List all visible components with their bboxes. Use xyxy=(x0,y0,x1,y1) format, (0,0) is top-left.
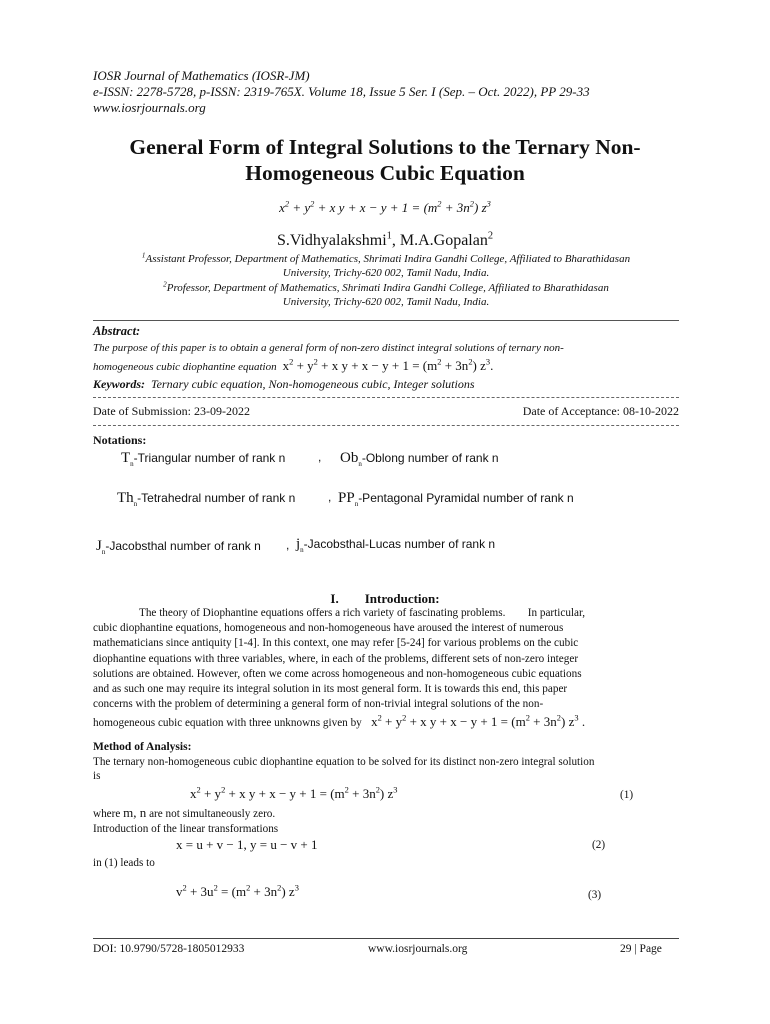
method-intro xyxy=(93,755,679,783)
intro-line-1: The theory of Diophantine equations offers a rich variety of fascinating problems. In particular, xyxy=(139,607,586,619)
where-pre: where xyxy=(93,808,121,820)
title-line-1: General Form of Integral Solutions to the Ternary Non- xyxy=(129,135,641,159)
where-post: are not simultaneously zero. xyxy=(149,808,276,820)
keywords xyxy=(93,377,475,392)
intro-line-4: diophantine equations with three variables, where, in each of the problems, different sets of non-zero integer xyxy=(93,652,579,665)
intro-line-6: and as such one may require its integral solution in its most general form. It is towards this end, this paper xyxy=(93,683,568,696)
notation-oblong: $Ob_n$-Oblong number of rank n xyxy=(340,450,499,468)
notation-jacobsthal-lucas: $j_n-Jacobsthal$-Lucas number of rank n xyxy=(296,536,496,554)
keywords-label: Keywords: xyxy=(93,377,145,391)
abstract-line-2: homogeneous cubic diophantine equation xyxy=(93,361,277,373)
affiliation-2 xyxy=(96,281,676,309)
journal-name: IOSR Journal of Mathematics (IOSR-JM) xyxy=(93,68,310,83)
introduction-paragraph xyxy=(93,606,679,732)
intro-line-7: concerns with the problem of determining a general form of non-trivial integral solutions of the non- xyxy=(93,698,544,711)
affiliation-2-mark: 2 xyxy=(163,280,167,289)
affiliation-1-line-1: Assistant Professor, Department of Mathematics, Shrimati Indira Gandhi College, Affiliated to Bharathidasan xyxy=(145,253,631,265)
intro-equation: $x^2 + y^2 + x$ $y + x - y + 1 = (m^2 + 3n^2)$ $z^3$ . xyxy=(364,713,586,730)
acceptance-date: Date of Acceptance: 08-10-2022 xyxy=(522,404,679,418)
linear-transform-text: Introduction of the linear transformations xyxy=(93,823,279,835)
equation-3-number: (3) xyxy=(588,889,602,901)
title-line-2: Homogeneous Cubic Equation xyxy=(245,161,525,185)
notation-sep-3: , xyxy=(286,538,290,552)
where-vars: m, n xyxy=(123,805,147,820)
notation-triangular: $T_n$-Triangular number of rank n xyxy=(121,450,286,468)
journal-url: www.iosrjournals.org xyxy=(93,100,206,115)
equation-1-number: (1) xyxy=(620,789,634,801)
footer-page: 29 | Page xyxy=(620,943,662,955)
method-intro-line-1: The ternary non-homogeneous cubic diophantine equation to be solved for its distinct non-zero integral solution xyxy=(93,756,595,768)
submission-date: Date of Submission: 23-09-2022 xyxy=(93,404,250,418)
author-1-mark: 1 xyxy=(386,230,392,242)
notation-tetrahedral: $Th_n$-Tetrahedral number of rank n xyxy=(117,490,296,508)
journal-issn: e-ISSN: 2278-5728, p-ISSN: 2319-765X. Volume 18, Issue 5 Ser. I (Sep. – Oct. 2022), PP 29-33 xyxy=(93,84,590,99)
abstract-equation: $x^2 + y^2 + x$ $y + x - y + 1 = (m^2 + 3n^2)$ $z^3$. xyxy=(279,356,494,373)
where-line xyxy=(93,806,679,821)
dates xyxy=(93,404,679,419)
dates-top-rule xyxy=(93,397,679,398)
author-2-mark: 2 xyxy=(487,230,494,242)
abstract-heading: Abstract: xyxy=(93,324,141,338)
equation-3: $v^2 + 3u^2 = (m^2 + 3n^2)$ $z^3$ xyxy=(176,882,299,899)
keywords-text: Ternary cubic equation, Non-homogeneous cubic, Integer solutions xyxy=(151,377,475,391)
affiliation-1-line-2: University, Trichy-620 002, Tamil Nadu, India. xyxy=(282,267,490,279)
footer-doi: DOI: 10.9790/5728-1805012933 xyxy=(93,943,245,955)
dates-bottom-rule xyxy=(93,425,679,426)
author-1: S.Vidhyalakshmi xyxy=(276,232,387,249)
affiliation-1-mark: 1 xyxy=(141,251,146,260)
affiliation-1 xyxy=(96,252,676,280)
abstract-rule xyxy=(93,320,679,321)
authors xyxy=(0,232,770,250)
intro-line-5: solutions are obtained. However, often we come across homogeneous and non-homogeneous cubic equations xyxy=(93,667,582,680)
intro-last-line: homogeneous cubic equation with three unknowns given by xyxy=(93,717,362,730)
notation-jacobsthal: $J_n$-Jacobsthal number of rank n xyxy=(96,538,261,556)
abstract-line-1: The purpose of this paper is to obtain a general form of non-zero distinct integral solutions of ternary non- xyxy=(93,342,564,354)
equation-2: x = u + v − 1, y = u − v + 1 xyxy=(176,837,318,852)
notation-sep-1: , xyxy=(318,450,322,464)
author-2: M.A.Gopalan xyxy=(399,232,488,249)
footer-site: www.iosrjournals.org xyxy=(368,943,468,955)
author-sep: , xyxy=(391,232,400,249)
equation-2-number: (2) xyxy=(592,839,606,851)
introduction-heading: I. Introduction: xyxy=(330,591,440,606)
title-equation: $x^2 + y^2 + x$ $y + x - y + 1 = (m^2 + 3n^2)$ $z^3$ xyxy=(279,198,491,215)
method-heading: Method of Analysis: xyxy=(93,741,192,753)
abstract-text xyxy=(93,340,679,376)
notations-heading: Notations: xyxy=(93,433,147,447)
notation-sep-2: , xyxy=(328,490,332,504)
method-intro-line-2: is xyxy=(93,770,101,782)
affiliation-2-line-1: Professor, Department of Mathematics, Shrimati Indira Gandhi College, Affiliated to Bharathidasan xyxy=(166,282,609,294)
journal-header xyxy=(93,68,590,116)
notation-pentagonal-pyramidal: $PP_n$-Pentagonal Pyramidal number of rank n xyxy=(338,490,574,508)
intro-line-2: cubic diophantine equations, homogeneous and non-homogeneous have aroused the interest of numerous xyxy=(93,622,564,635)
affiliation-2-line-2: University, Trichy-620 002, Tamil Nadu, India. xyxy=(282,296,490,308)
paper-title xyxy=(60,134,710,186)
leads-text: in (1) leads to xyxy=(93,857,155,869)
intro-line-3: mathematicians since antiquity [1-4]. In this context, one may refer [5-24] for various problems on the cubic xyxy=(93,637,579,650)
equation-1: $x^2 + y^2 + x$ $y + x - y + 1 = (m^2 + 3n^2)$ $z^3$ xyxy=(190,784,398,801)
footer-rule xyxy=(93,938,679,939)
